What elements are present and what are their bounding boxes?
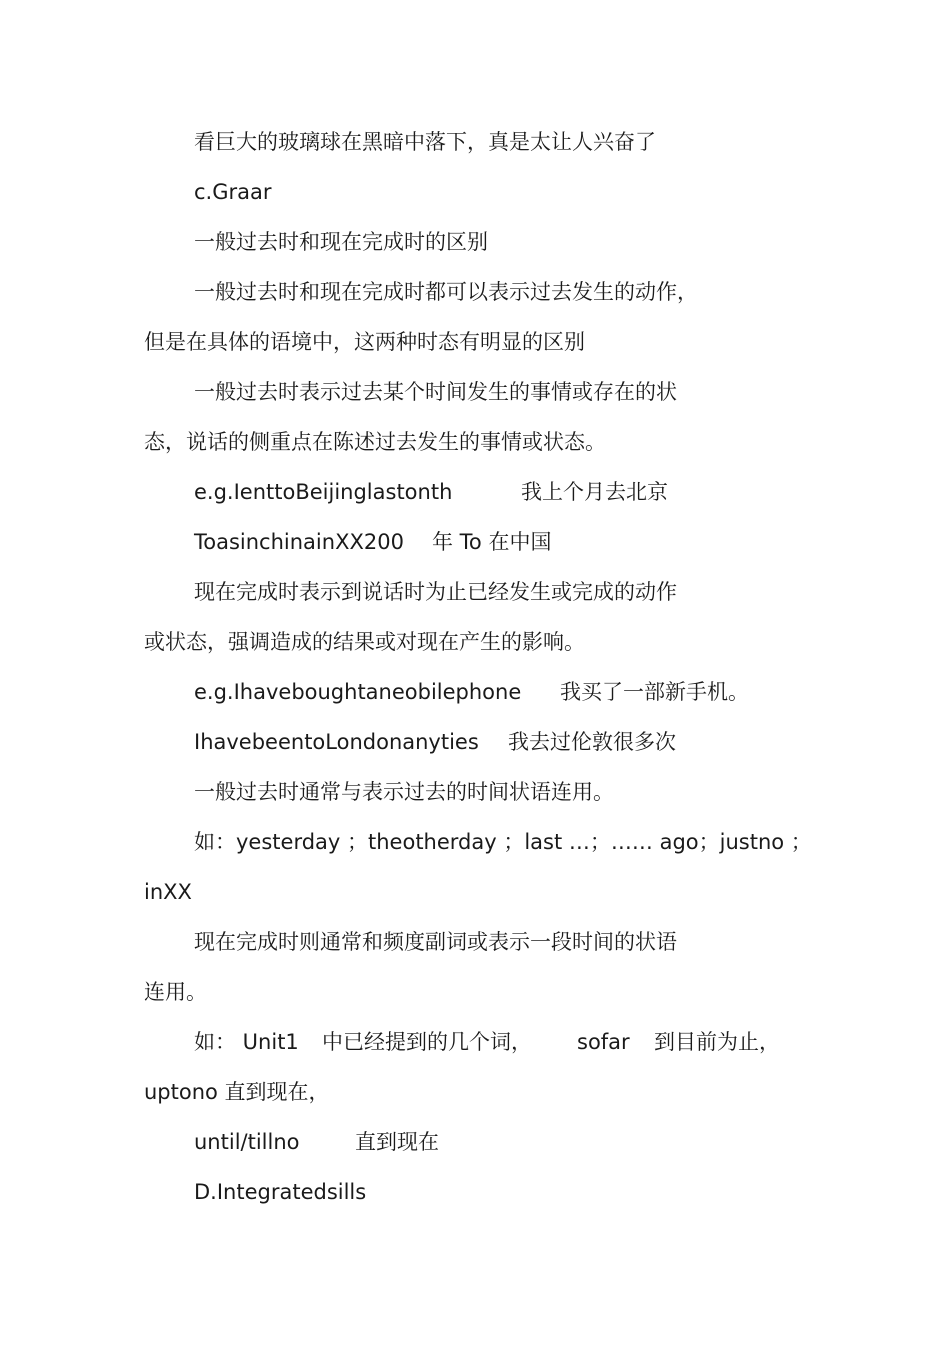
example-translation: 年 To 在中国 <box>432 530 552 554</box>
paragraph-line: 一般过去时和现在完成时都可以表示过去发生的动作， <box>194 280 698 304</box>
example-english: e.g.IenttoBeijinglastonth <box>194 480 453 504</box>
subheading: 一般过去时和现在完成时的区别 <box>194 230 488 254</box>
example-translation: 我上个月去北京 <box>521 480 668 504</box>
section-heading: c.Graar <box>194 180 272 204</box>
example-line <box>194 727 794 757</box>
paragraph-line <box>194 1127 594 1157</box>
text-segment: sofar <box>577 1030 630 1054</box>
example-english: e.g.Ihaveboughtaneobilephone <box>194 680 522 704</box>
paragraph-line: 现在完成时表示到说话时为止已经发生或完成的动作 <box>194 580 677 604</box>
paragraph-line: 如：yesterday ；theotherday ；last …；…… ago；justno ； <box>194 830 812 854</box>
paragraph-line: 态，说话的侧重点在陈述过去发生的事情或状态。 <box>144 430 606 454</box>
section-heading: D.Integratedsills <box>194 1180 367 1204</box>
text-segment: 如： Unit1 <box>194 1030 299 1054</box>
paragraph-line: 一般过去时通常与表示过去的时间状语连用。 <box>194 780 614 804</box>
paragraph-line: inXX <box>144 880 192 904</box>
example-line <box>194 477 794 507</box>
text-segment: 直到现在 <box>355 1130 439 1154</box>
text-segment: 到目前为止， <box>654 1030 780 1054</box>
example-translation: 我去过伦敦很多次 <box>508 730 676 754</box>
paragraph-line: 看巨大的玻璃球在黑暗中落下，真是太让人兴奋了 <box>194 130 656 154</box>
paragraph-line: 一般过去时表示过去某个时间发生的事情或存在的状 <box>194 380 677 404</box>
example-line <box>194 527 794 557</box>
paragraph-line: uptono 直到现在， <box>144 1080 330 1104</box>
paragraph-line: 连用。 <box>144 980 207 1004</box>
text-segment: 中已经提到的几个词， <box>322 1030 532 1054</box>
paragraph-line: 但是在具体的语境中，这两种时态有明显的区别 <box>144 330 585 354</box>
example-english: ToasinchinainXX200 <box>194 530 404 554</box>
paragraph-line: 现在完成时则通常和频度副词或表示一段时间的状语 <box>194 930 677 954</box>
paragraph-line <box>194 1027 814 1057</box>
paragraph-line: 或状态，强调造成的结果或对现在产生的影响。 <box>144 630 585 654</box>
example-english: IhavebeentoLondonanyties <box>194 730 479 754</box>
text-segment: until/tillno <box>194 1130 300 1154</box>
example-line <box>194 677 794 707</box>
example-translation: 我买了一部新手机。 <box>560 680 749 704</box>
